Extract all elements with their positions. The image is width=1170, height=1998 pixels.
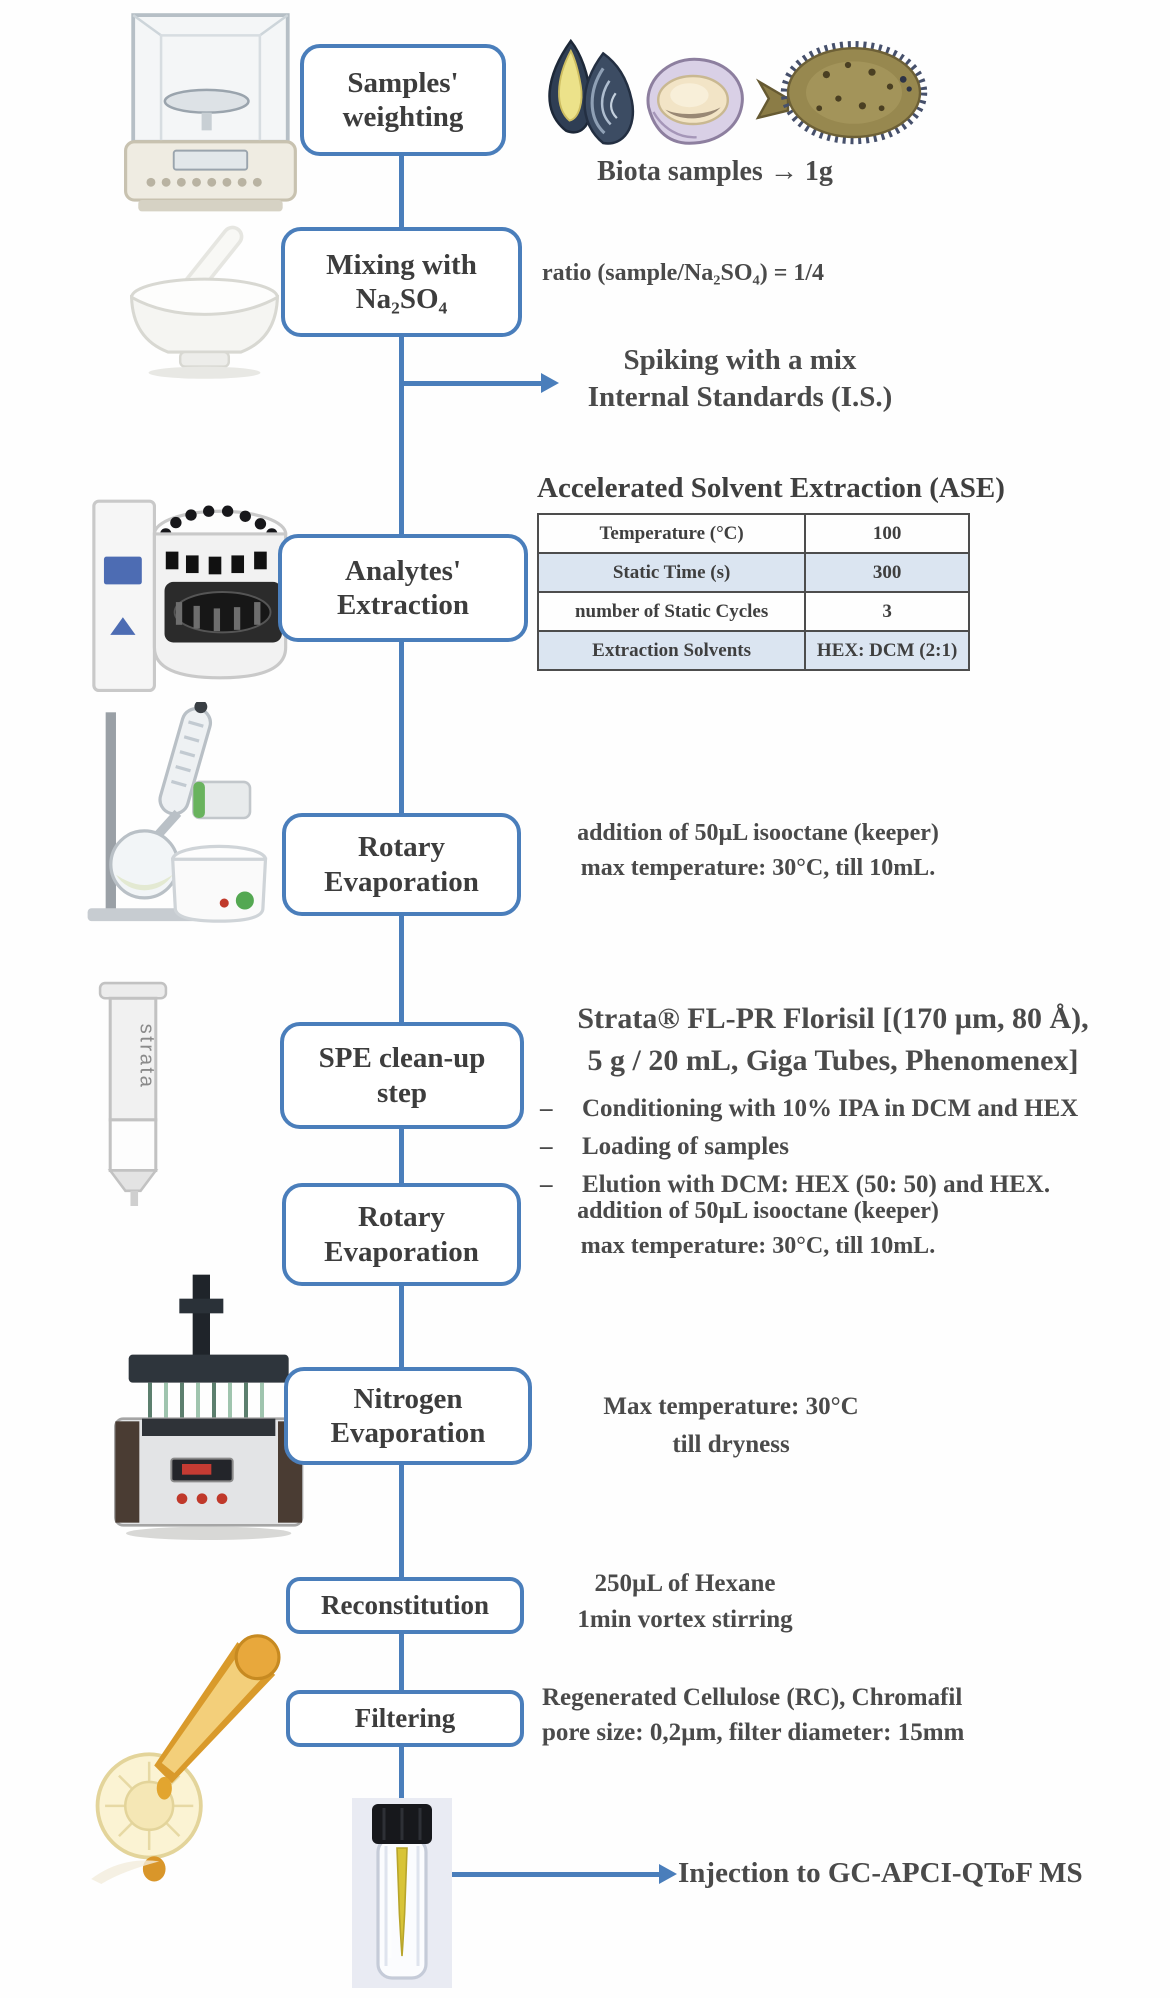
- step-label: Filtering: [354, 1702, 456, 1733]
- ase-extractor-image: [86, 486, 291, 698]
- balance-image: [118, 6, 308, 256]
- ratio-note: ratio (sample/Na₂SO₄) = 1/4: [542, 260, 825, 286]
- dash-bullet: –: [540, 1095, 553, 1122]
- spe-step-text: Loading of samples: [582, 1133, 789, 1160]
- spiking-note-line1: Spiking with a mix: [623, 344, 857, 376]
- spiking-branch-line: [402, 381, 542, 386]
- table-row: [538, 514, 969, 553]
- spe-sorbent-title-line1: Strata® FL-PR Florisil [(170 µm, 80 Å),: [577, 1002, 1089, 1035]
- ase-table: [537, 513, 970, 671]
- dash-bullet: –: [540, 1171, 553, 1198]
- step-label: Rotary Evaporation: [324, 831, 479, 898]
- nitrogen-note-line1: Max temperature: 30°C: [603, 1393, 859, 1420]
- injection-note: Injection to GC-APCI-QToF MS: [678, 1857, 1083, 1889]
- mussels-image: [532, 36, 647, 148]
- table-row: [538, 631, 969, 670]
- ase-section: [537, 472, 1005, 671]
- spe-cartridge-label: strata: [135, 1023, 158, 1090]
- step-label: Rotary Evaporation: [324, 1201, 479, 1268]
- step-label: Reconstitution: [321, 1589, 489, 1620]
- spe-step-text: Elution with DCM: HEX (50: 50) and HEX.: [582, 1171, 1051, 1198]
- ase-value-cell: 3: [805, 592, 969, 631]
- rotary1-note-line2: max temperature: 30°C, till 10mL.: [580, 854, 936, 881]
- spe-step-text: Conditioning with 10% IPA in DCM and HEX: [582, 1095, 1079, 1122]
- dash-bullet: –: [540, 1133, 553, 1160]
- step-box-filtering: [286, 1690, 524, 1747]
- reconstitution-note: [540, 1566, 830, 1639]
- nitrogen-note: [556, 1388, 906, 1463]
- list-item: [540, 1128, 1150, 1166]
- rotary2-note-line2: max temperature: 30°C, till 10mL.: [580, 1232, 936, 1259]
- oyster-image: [638, 52, 748, 148]
- reconstitution-note-line2: 1min vortex stirring: [577, 1606, 793, 1634]
- step-label: Analytes' Extraction: [336, 554, 470, 621]
- nitrogen-evaporator-image: [88, 1272, 316, 1544]
- dropper-filter-image: [82, 1632, 297, 1884]
- biota-samples-note: Biota samples → 1g: [597, 156, 833, 187]
- step-box-reconstitution: [286, 1577, 524, 1634]
- table-row: [538, 592, 969, 631]
- ase-param-cell: Extraction Solvents: [538, 631, 805, 670]
- ase-value-cell: HEX: DCM (2:1): [805, 631, 969, 670]
- spe-sorbent-title: [548, 998, 1118, 1082]
- gc-vial-image: [352, 1797, 452, 1989]
- rotary-evaporator-image: [78, 702, 288, 934]
- flow-spine-line: [399, 150, 404, 1802]
- step-box-analytes-extraction: [278, 534, 528, 642]
- injection-arrowhead-icon: [659, 1864, 677, 1884]
- spiking-note-line2: Internal Standards (I.S.): [587, 381, 893, 414]
- reconstitution-note-line1: 250µL of Hexane: [594, 1570, 776, 1597]
- rotary2-note: [538, 1194, 978, 1264]
- nitrogen-note-line2: till dryness: [672, 1430, 790, 1458]
- spe-steps-list: [540, 1090, 1150, 1204]
- rotary1-note: [538, 816, 978, 886]
- spiking-note: [555, 342, 925, 416]
- spe-sorbent-title-line2: 5 g / 20 mL, Giga Tubes, Phenomenex]: [587, 1044, 1079, 1077]
- rotary1-note-line1: addition of 50µL isooctane (keeper): [577, 820, 939, 846]
- injection-line: [452, 1872, 660, 1877]
- filtering-note-line2: pore size: 0,2µm, filter diameter: 15mm: [542, 1719, 965, 1746]
- step-box-mixing: [281, 227, 522, 337]
- filtering-note-line1: Regenerated Cellulose (RC), Chromafil: [542, 1684, 963, 1711]
- step-label: Samples' weighting: [342, 66, 464, 133]
- step-label: SPE clean-up step: [318, 1042, 486, 1109]
- step-label: Nitrogen Evaporation: [330, 1382, 486, 1449]
- mortar-pestle-image: [112, 222, 297, 380]
- step-box-nitrogen-evaporation: [284, 1367, 532, 1465]
- step-box-samples-weighting: [300, 44, 506, 156]
- ase-param-cell: number of Static Cycles: [538, 592, 805, 631]
- ase-value-cell: 300: [805, 553, 969, 592]
- rotary2-note-line1: addition of 50µL isooctane (keeper): [577, 1198, 939, 1224]
- flatfish-image: [752, 28, 932, 156]
- step-box-spe-cleanup: [280, 1022, 524, 1129]
- step-box-rotary-evaporation-1: [282, 813, 521, 916]
- step-box-rotary-evaporation-2: [282, 1183, 521, 1286]
- ase-value-cell: 100: [805, 514, 969, 553]
- ase-param-cell: Static Time (s): [538, 553, 805, 592]
- ase-param-cell: Temperature (°C): [538, 514, 805, 553]
- list-item: [540, 1090, 1150, 1128]
- filtering-note: [542, 1680, 1042, 1750]
- ase-table-title: Accelerated Solvent Extraction (ASE): [537, 472, 1005, 504]
- table-row: [538, 553, 969, 592]
- spe-cartridge-image: [94, 978, 172, 1206]
- step-label: Mixing with Na₂SO₄: [326, 248, 477, 315]
